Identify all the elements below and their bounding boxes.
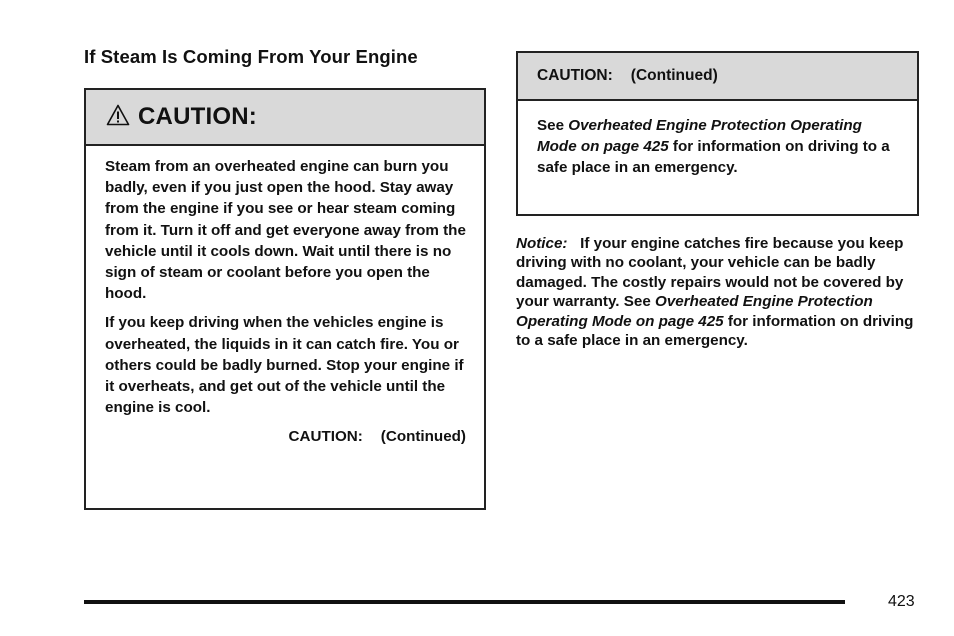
warning-triangle-icon [106,104,130,126]
caution-paragraph-1: Steam from an overheated engine can burn you badly, even if you just open the hood. Stay away from the engine if you see or hear steam coming from it. Turn it off and get everyone away from the vehicle until it cools down. Wait until there is no sign of steam or coolant before you open the hood. [105,158,466,303]
caution-continued-suffix: (Continued) [630,67,718,84]
caution-box [84,88,486,510]
notice-label: Notice: [516,235,568,252]
caution-continued-box [516,51,919,216]
page-number: 423 [888,593,915,610]
caution-continued-note [105,426,466,447]
caution-continued-header [518,53,917,101]
continued-body-text: for information on driving to a safe place in an emergency. [537,138,890,176]
caution-continued-body [518,101,917,178]
caution-paragraph-2: If you keep driving when the vehicles engine is overheated, the liquids in it can catch fire. You or others could be badly burned. Stop your engine if it overheats, and get out of the vehicle until the engine is cool. [105,314,464,417]
notice-paragraph [516,234,918,350]
caution-title: CAUTION: [138,103,257,130]
page-reference: Overheated Engine Protection Operating Mode on page 425 [537,117,862,155]
see-prefix: See [537,117,565,134]
notice-reference: Overheated Engine Protection Operating Mode on page 425 [516,293,873,330]
caution-header [86,90,484,146]
notice-text: If your engine catches fire because you keep driving with no coolant, your vehicle can be badly damaged. The costly repairs would not be covered by your warranty. See [516,235,904,311]
section-heading: If Steam Is Coming From Your Engine [84,46,418,67]
caution-continued-label: CAUTION: [537,67,613,84]
continued-label: CAUTION: [288,428,363,446]
caution-body [86,146,484,448]
footer-rule [84,600,845,604]
continued-suffix: (Continued) [380,428,466,446]
notice-suffix: for information on driving to a safe place in an emergency. [516,312,914,350]
